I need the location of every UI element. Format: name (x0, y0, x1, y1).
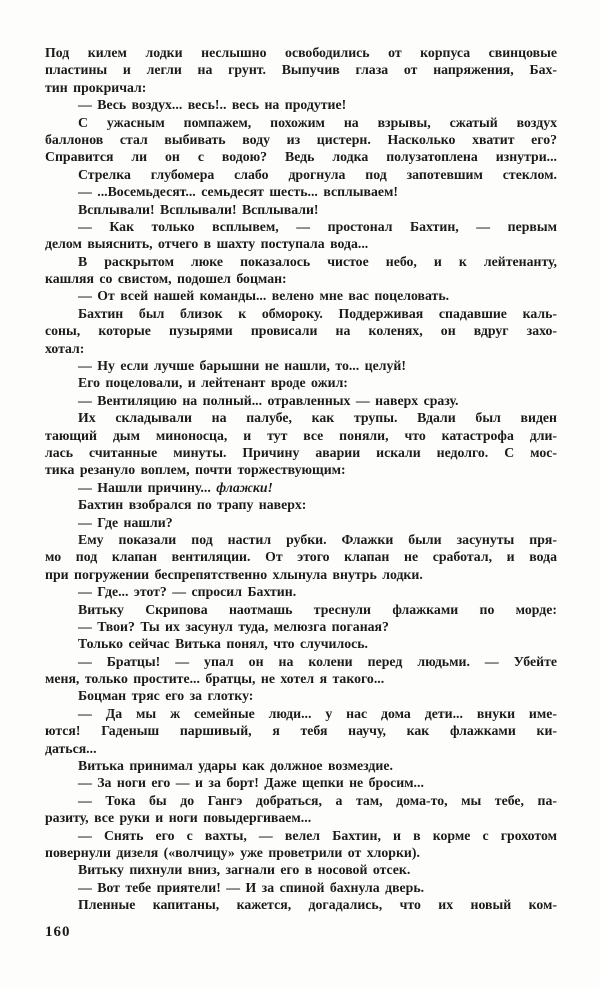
text-segment: — Твои? Ты их засунул туда, мелюзга поганая? (78, 618, 389, 634)
text-segment: — Как только всплывем, — простонал Бахтин, — первым (78, 218, 557, 234)
text-line (45, 61, 557, 78)
text-line (45, 305, 557, 322)
text-segment: лась считанные минуты. Причину аварии искали недолго. С мос- (45, 444, 557, 460)
text-segment: С ужасным помпажем, похожим на взрывы, сжатый воздух (78, 114, 557, 130)
text-line (45, 287, 557, 304)
text-line (45, 96, 557, 113)
text-segment: Их складывали на палубе, как трупы. Вдали был виден (78, 410, 557, 426)
text-segment: — Тока бы до Гангэ добраться, а там, дома-то, мы тебе, па- (78, 792, 557, 808)
text-segment: при погружении беспрепятственно хлынула внутрь лодки. (45, 566, 423, 582)
text-segment: баллонов стал выбивать воду из цистерн. Насколько хватит его? (45, 131, 557, 147)
text-segment: тика резануло воплем, почти торжествующим: (45, 462, 346, 478)
text-line (45, 166, 557, 183)
text-line (45, 601, 557, 618)
text-segment: — Братцы! — упал он на колени перед людьми. — Убейте (78, 653, 557, 669)
text-segment: Его поцеловали, и лейтенант вроде ожил: (78, 375, 348, 391)
text-segment: Бахтин был близок к обмороку. Поддерживая спадавшие каль- (78, 305, 557, 321)
text-line (45, 722, 557, 739)
text-line (45, 757, 557, 774)
text-line (45, 235, 557, 252)
text-line (45, 896, 557, 913)
text-segment: Справится ли он с водою? Ведь лодка полузатоплена изнутри... (45, 149, 557, 165)
text-segment: — Где... этот? — спросил Бахтин. (78, 584, 297, 600)
text-line (45, 496, 557, 513)
text-segment: Бахтин взобрался по трапу наверх: (78, 497, 307, 513)
text-line (45, 479, 557, 496)
text-line (45, 879, 557, 896)
text-line (45, 861, 557, 878)
text-block (45, 44, 557, 914)
text-segment: Ему показали под настил рубки. Флажки были засунуты пря- (78, 531, 557, 547)
text-line (45, 357, 557, 374)
text-segment: Только сейчас Витька понял, что случилось. (78, 636, 369, 652)
text-line (45, 427, 557, 444)
text-segment: — Снять его с вахты, — велел Бахтин, и в корме с грохотом (78, 827, 557, 843)
text-segment: — За ноги его — и за борт! Даже щепки не бросим... (78, 775, 424, 791)
text-segment: пластины и легли на грунт. Выпучив глаза от напряжения, Бах- (45, 62, 557, 78)
text-segment: тин прокричал: (45, 79, 147, 95)
text-line (45, 705, 557, 722)
text-segment: — ...Восемьдесят... семьдесят шесть... всплываем! (78, 184, 398, 200)
text-line (45, 79, 557, 96)
text-segment: — Да мы ж семейные люди... у нас дома дети... внуки име- (78, 705, 557, 721)
text-line (45, 740, 557, 757)
text-segment: меня, только простите... братцы, не хотел я такого... (45, 671, 385, 687)
text-line (45, 844, 557, 861)
text-line (45, 774, 557, 791)
text-line (45, 131, 557, 148)
text-line (45, 270, 557, 287)
text-segment: соны, которые пузырями провисали на коленях, он вдруг захо- (45, 323, 557, 339)
text-line (45, 253, 557, 270)
italic-text: флажки! (216, 479, 273, 495)
text-line (45, 670, 557, 687)
text-line (45, 461, 557, 478)
text-segment: Всплывали! Всплывали! Всплывали! (78, 201, 319, 217)
text-line (45, 148, 557, 165)
text-line (45, 201, 557, 218)
text-segment: — Вот тебе приятели! — И за спиной бахнула дверь. (78, 879, 425, 895)
text-segment: — От всей нашей команды... велено мне вас поцеловать. (78, 288, 450, 304)
text-segment: Витька принимал удары как должное возмездие. (78, 758, 393, 774)
text-line (45, 809, 557, 826)
text-segment: ются! Гаденыш паршивый, я тебя научу, как флажками ки- (45, 723, 557, 739)
text-segment: В раскрытом люке показалось чистое небо, и к лейтенанту, (78, 253, 557, 269)
text-line (45, 792, 557, 809)
text-line (45, 566, 557, 583)
text-segment: — Нашли причину... (78, 479, 217, 495)
text-line (45, 618, 557, 635)
text-line (45, 531, 557, 548)
text-segment: Витьку пихнули вниз, загнали его в носовой отсек. (78, 862, 411, 878)
text-line (45, 374, 557, 391)
text-segment: хотал: (45, 340, 85, 356)
text-line (45, 44, 557, 61)
text-segment: кашляя со свистом, подошел боцман: (45, 271, 287, 287)
text-line (45, 635, 557, 652)
text-segment: мо под клапан вентиляции. От этого клапан не сработал, и вода (45, 549, 557, 565)
text-segment: — Весь воздух... весь!.. весь на продутие! (78, 97, 347, 113)
text-line (45, 340, 557, 357)
text-segment: тающий дым миноносца, и тут все поняли, что катастрофа дли- (45, 427, 557, 443)
text-line (45, 827, 557, 844)
text-line (45, 183, 557, 200)
text-segment: разиту, все руки и ноги повыдергиваем... (45, 810, 312, 826)
text-line (45, 409, 557, 426)
text-segment: Боцман тряс его за глотку: (78, 688, 254, 704)
text-segment: повернули дизеля («волчицу» уже проветрили от хлорки). (45, 844, 420, 860)
text-line (45, 583, 557, 600)
text-line (45, 114, 557, 131)
text-segment: даться... (45, 740, 97, 756)
text-line (45, 218, 557, 235)
text-line (45, 322, 557, 339)
text-segment: — Где нашли? (78, 514, 173, 530)
text-segment: делом выяснить, отчего в шахту поступала вода... (45, 236, 369, 252)
text-segment: Пленные капитаны, кажется, догадались, что их новый ком- (78, 897, 557, 913)
text-segment: Витьку Скрипова наотмашь треснули флажками по морде: (78, 601, 557, 617)
text-line (45, 653, 557, 670)
page-number: 160 (45, 923, 71, 940)
text-segment: — Вентиляцию на полный... отравленных — наверх сразу. (78, 392, 459, 408)
text-line (45, 444, 557, 461)
text-segment: — Ну если лучше барышни не нашли, то... целуй! (78, 358, 406, 374)
text-line (45, 514, 557, 531)
text-segment: Под килем лодки неслышно освободились от корпуса свинцовые (45, 45, 557, 60)
text-line (45, 548, 557, 565)
text-line (45, 392, 557, 409)
text-line (45, 687, 557, 704)
text-segment: Стрелка глубомера слабо дрогнула под запотевшим стеклом. (78, 166, 557, 182)
